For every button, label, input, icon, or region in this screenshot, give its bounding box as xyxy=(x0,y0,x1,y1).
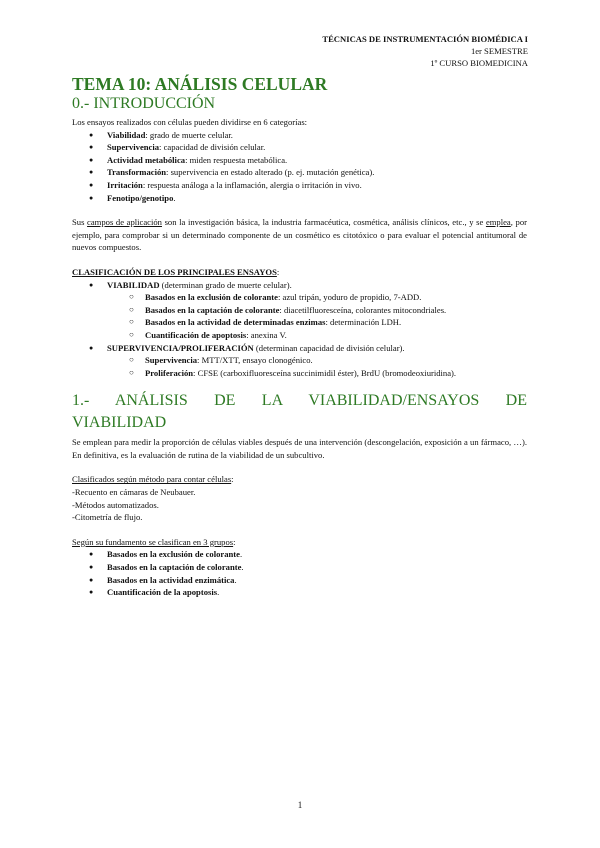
intro-text: Los ensayos realizados con células pueden dividirse en 6 categorías: xyxy=(72,117,308,127)
list-item: ● Irritación: respuesta análoga a la inflamación, alergia o irritación in vivo. xyxy=(72,179,527,192)
viability-sublist xyxy=(72,291,527,341)
classification-list xyxy=(72,279,527,380)
applications-paragraph: Sus campos de aplicación son la investigación básica, la industria farmacéutica, cosmética, análisis clínicos, etc., y se emplea, por ejemplo, para comprobar si un determinado componente de un cosmético es citotóxico o para evaluar el potencial antitumoral de nuevos compuestos. xyxy=(72,217,527,253)
page-number: 1 xyxy=(297,800,303,810)
page-title: TEMA 10: ANÁLISIS CELULAR xyxy=(72,74,328,94)
method-line: -Métodos automatizados. xyxy=(72,499,159,510)
list-item: ○ Basados en la captación de colorante: diacetilfluoresceína, colorantes mitocondriales. xyxy=(72,304,527,317)
header-degree: 1º CURSO BIOMEDICINA xyxy=(430,58,528,68)
list-item: ● Cuantificación de la apoptosis. xyxy=(72,586,527,599)
classification-heading: CLASIFICACIÓN DE LOS PRINCIPALES ENSAYOS: xyxy=(72,266,280,277)
list-item: ● Basados en la exclusión de colorante. xyxy=(72,548,527,561)
header-course: TÉCNICAS DE INSTRUMENTACIÓN BIOMÉDICA I xyxy=(322,34,528,44)
list-item: ○ Cuantificación de apoptosis: anexina V. xyxy=(72,329,527,342)
basis-list xyxy=(72,548,527,598)
list-item-viability: ● VIABILIDAD (determinan grado de muerte celular). ○ Basados en la exclusión de colorante: azul tripán, yoduro de propidio, 7-ADD. ○ Basados en la captación de colorante: diacetilfluoresceína, colorantes mitocondriales. ○ Basados en la actividad de determinadas enzimas: determinación LDH. ○ Cuantificación de apoptosis: anexina V. xyxy=(72,279,527,342)
list-item: ● Viabilidad: grado de muerte celular. xyxy=(72,129,527,142)
method-line: -Citometría de flujo. xyxy=(72,512,143,523)
basis-heading: Según su fundamento se clasifican en 3 grupos: xyxy=(72,536,236,547)
page-header xyxy=(322,33,528,69)
categories-list xyxy=(72,129,527,205)
section-0-heading: 0.- INTRODUCCIÓN xyxy=(72,95,216,112)
section-1-heading: 1.- ANÁLISIS DE LA VIABILIDAD/ENSAYOS DE xyxy=(72,392,527,410)
method-line: -Recuento en cámaras de Neubauer. xyxy=(72,487,196,498)
list-item: ● Transformación: supervivencia en estado alterado (p. ej. mutación genética). xyxy=(72,166,527,179)
list-item-survival: ● SUPERVIVENCIA/PROLIFERACIÓN (determinan capacidad de división celular). ○ Supervivencia: MTT/XTT, ensayo clonogénico. ○ Proliferación: CFSE (carboxifluoresceína succinimidil éster), BrdU (bromodeoxiuridina). xyxy=(72,342,527,380)
list-item: ○ Basados en la exclusión de colorante: azul tripán, yoduro de propidio, 7-ADD. xyxy=(72,291,527,304)
list-item: ● Supervivencia: capacidad de división celular. xyxy=(72,141,527,154)
survival-sublist xyxy=(72,354,527,379)
list-item: ○ Basados en la actividad de determinadas enzimas: determinación LDH. xyxy=(72,316,527,329)
document-body xyxy=(72,74,527,599)
list-item: ● Basados en la actividad enzimática. xyxy=(72,574,527,587)
list-item: ○ Supervivencia: MTT/XTT, ensayo clonogénico. xyxy=(72,354,527,367)
viability-paragraph: Se emplean para medir la proporción de células viables después de una intervención (descongelación, exposición a un fármaco, …). En definitiva, es la evaluación de rutina de la viabilidad de un subcultivo. xyxy=(72,437,527,460)
methods-heading: Clasificados según método para contar células: xyxy=(72,474,234,485)
list-item: ● Fenotipo/genotipo. xyxy=(72,192,527,205)
list-item: ● Basados en la captación de colorante. xyxy=(72,561,527,574)
list-item: ○ Proliferación: CFSE (carboxifluoresceína succinimidil éster), BrdU (bromodeoxiuridina). xyxy=(72,367,527,380)
list-item: ● Actividad metabólica: miden respuesta metabólica. xyxy=(72,154,527,167)
header-semester: 1er SEMESTRE xyxy=(470,46,528,56)
section-1-heading-cont: VIABILIDAD xyxy=(72,414,167,432)
